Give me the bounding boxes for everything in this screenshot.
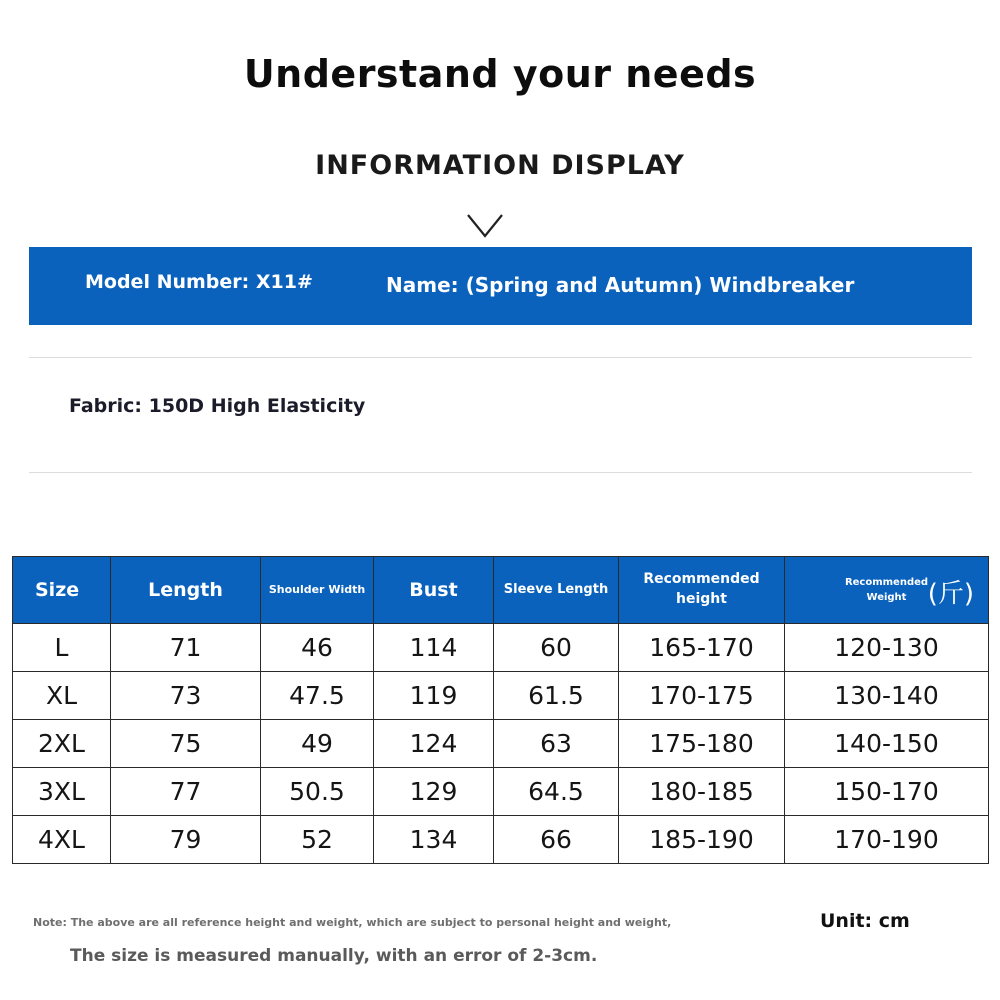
col-header-recommended-weight [785, 557, 989, 624]
col-header-shoulder-width: Shoulder Width [261, 557, 374, 624]
divider [29, 472, 972, 473]
table-cell: 4XL [13, 816, 111, 864]
table-cell: 175-180 [619, 720, 785, 768]
page-title: Understand your needs [243, 52, 757, 96]
table-cell: 50.5 [261, 768, 374, 816]
size-chart-table [12, 556, 989, 864]
chevron-down-icon [466, 212, 504, 240]
table-cell: 52 [261, 816, 374, 864]
table-cell: 120-130 [785, 624, 989, 672]
col-header-size: Size [13, 557, 111, 624]
table-cell: 180-185 [619, 768, 785, 816]
table-cell: 61.5 [494, 672, 619, 720]
table-cell: 185-190 [619, 816, 785, 864]
divider [29, 357, 972, 358]
table-cell: 134 [374, 816, 494, 864]
table-row [13, 624, 989, 672]
table-cell: 75 [111, 720, 261, 768]
col-header-sleeve-length: Sleeve Length [494, 557, 619, 624]
weight-header-label: Recommended Weight [844, 577, 929, 603]
model-number: Model Number: X11# [85, 271, 313, 293]
fabric-info: Fabric: 150D High Elasticity [69, 395, 366, 417]
table-cell: 119 [374, 672, 494, 720]
col-header-recommended-height: Recommended height [619, 557, 785, 624]
table-cell: 130-140 [785, 672, 989, 720]
table-cell: 77 [111, 768, 261, 816]
table-row [13, 720, 989, 768]
section-subtitle: INFORMATION DISPLAY [315, 150, 685, 181]
table-cell: L [13, 624, 111, 672]
table-cell: 150-170 [785, 768, 989, 816]
weight-unit-label: (斤) [927, 579, 974, 609]
table-cell: 124 [374, 720, 494, 768]
table-cell: 114 [374, 624, 494, 672]
col-header-bust: Bust [374, 557, 494, 624]
table-cell: 79 [111, 816, 261, 864]
unit-label: Unit: cm [820, 910, 910, 932]
table-cell: 73 [111, 672, 261, 720]
table-cell: 47.5 [261, 672, 374, 720]
table-row [13, 672, 989, 720]
table-cell: 46 [261, 624, 374, 672]
table-cell: 165-170 [619, 624, 785, 672]
table-cell: 63 [494, 720, 619, 768]
table-cell: 60 [494, 624, 619, 672]
table-cell: 2XL [13, 720, 111, 768]
table-cell: XL [13, 672, 111, 720]
table-cell: 170-190 [785, 816, 989, 864]
table-cell: 49 [261, 720, 374, 768]
table-cell: 140-150 [785, 720, 989, 768]
measurement-error-note: The size is measured manually, with an error of 2-3cm. [70, 946, 598, 966]
table-cell: 170-175 [619, 672, 785, 720]
table-cell: 129 [374, 768, 494, 816]
table-cell: 3XL [13, 768, 111, 816]
table-row [13, 768, 989, 816]
table-cell: 66 [494, 816, 619, 864]
info-bar [29, 247, 972, 325]
table-cell: 64.5 [494, 768, 619, 816]
reference-note: Note: The above are all reference height and weight, which are subject to personal height and weight, [33, 916, 672, 929]
col-header-length: Length [111, 557, 261, 624]
table-cell: 71 [111, 624, 261, 672]
product-name: Name: (Spring and Autumn) Windbreaker [386, 273, 855, 297]
table-row [13, 816, 989, 864]
table-header-row [13, 557, 989, 624]
